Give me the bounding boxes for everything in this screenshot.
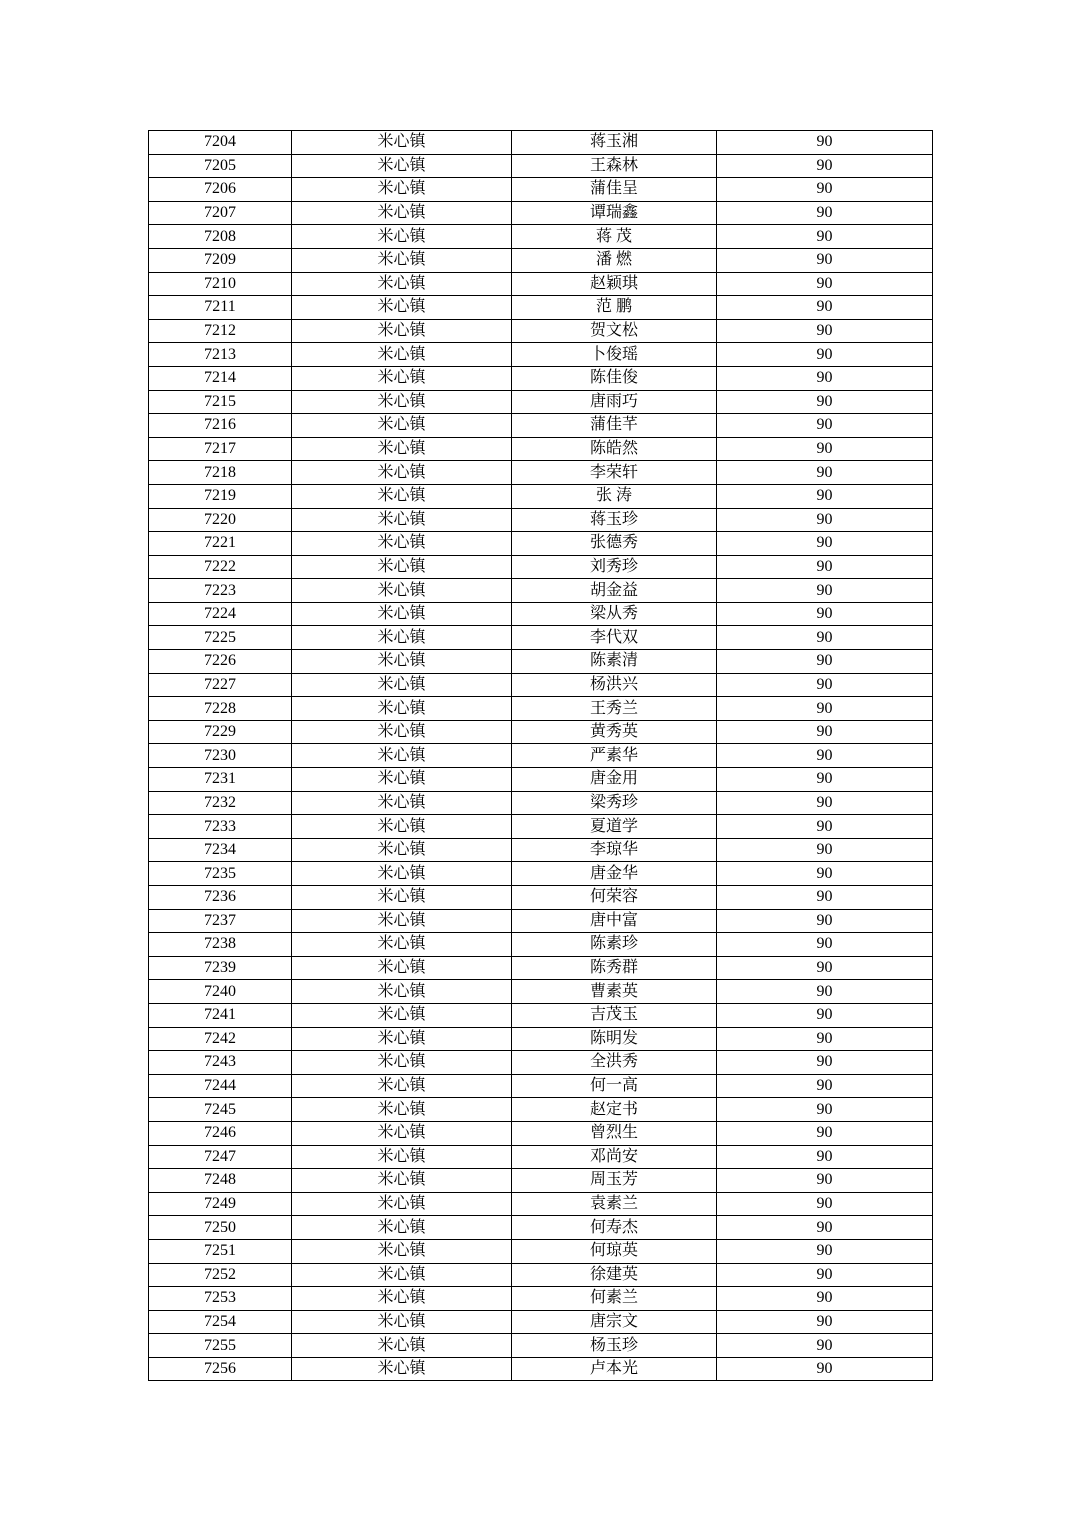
- cell-town: 米心镇: [292, 838, 512, 862]
- cell-town: 米心镇: [292, 461, 512, 485]
- cell-serial-number: 7245: [149, 1098, 292, 1122]
- cell-serial-number: 7211: [149, 296, 292, 320]
- cell-person-name: 唐金华: [512, 862, 717, 886]
- cell-town: 米心镇: [292, 791, 512, 815]
- cell-score: 90: [717, 862, 933, 886]
- table-row: [149, 626, 933, 650]
- table-row: [149, 131, 933, 155]
- cell-town: 米心镇: [292, 1334, 512, 1358]
- table-row: [149, 461, 933, 485]
- cell-person-name: 梁秀珍: [512, 791, 717, 815]
- cell-town: 米心镇: [292, 437, 512, 461]
- cell-serial-number: 7218: [149, 461, 292, 485]
- cell-score: 90: [717, 1310, 933, 1334]
- cell-score: 90: [717, 815, 933, 839]
- cell-serial-number: 7228: [149, 697, 292, 721]
- cell-serial-number: 7239: [149, 956, 292, 980]
- cell-person-name: 谭瑞鑫: [512, 201, 717, 225]
- cell-serial-number: 7233: [149, 815, 292, 839]
- cell-serial-number: 7250: [149, 1216, 292, 1240]
- table-row: [149, 720, 933, 744]
- cell-town: 米心镇: [292, 768, 512, 792]
- cell-serial-number: 7223: [149, 579, 292, 603]
- cell-person-name: 杨玉珍: [512, 1334, 717, 1358]
- table-row: [149, 1357, 933, 1381]
- cell-serial-number: 7241: [149, 1003, 292, 1027]
- cell-serial-number: 7213: [149, 343, 292, 367]
- cell-score: 90: [717, 1287, 933, 1311]
- cell-score: 90: [717, 1216, 933, 1240]
- table-row: [149, 815, 933, 839]
- cell-person-name: 赵颖琪: [512, 272, 717, 296]
- cell-town: 米心镇: [292, 1216, 512, 1240]
- cell-town: 米心镇: [292, 933, 512, 957]
- cell-serial-number: 7242: [149, 1027, 292, 1051]
- cell-town: 米心镇: [292, 815, 512, 839]
- cell-town: 米心镇: [292, 390, 512, 414]
- table-row: [149, 437, 933, 461]
- cell-serial-number: 7230: [149, 744, 292, 768]
- cell-person-name: 刘秀珍: [512, 555, 717, 579]
- table-row: [149, 1169, 933, 1193]
- cell-serial-number: 7249: [149, 1192, 292, 1216]
- cell-score: 90: [717, 555, 933, 579]
- cell-person-name: 王秀兰: [512, 697, 717, 721]
- table-row: [149, 555, 933, 579]
- cell-person-name: 曹素英: [512, 980, 717, 1004]
- cell-score: 90: [717, 131, 933, 155]
- cell-person-name: 何素兰: [512, 1287, 717, 1311]
- cell-town: 米心镇: [292, 650, 512, 674]
- cell-person-name: 潘 燃: [512, 248, 717, 272]
- cell-score: 90: [717, 720, 933, 744]
- table-row: [149, 201, 933, 225]
- cell-serial-number: 7231: [149, 768, 292, 792]
- cell-person-name: 何寿杰: [512, 1216, 717, 1240]
- cell-score: 90: [717, 414, 933, 438]
- cell-person-name: 蒲佳呈: [512, 178, 717, 202]
- cell-score: 90: [717, 1145, 933, 1169]
- cell-town: 米心镇: [292, 1145, 512, 1169]
- cell-town: 米心镇: [292, 508, 512, 532]
- cell-score: 90: [717, 956, 933, 980]
- cell-person-name: 全洪秀: [512, 1051, 717, 1075]
- cell-serial-number: 7252: [149, 1263, 292, 1287]
- cell-serial-number: 7237: [149, 909, 292, 933]
- cell-town: 米心镇: [292, 154, 512, 178]
- cell-person-name: 范 鹏: [512, 296, 717, 320]
- cell-town: 米心镇: [292, 1051, 512, 1075]
- cell-person-name: 卜俊瑶: [512, 343, 717, 367]
- cell-serial-number: 7210: [149, 272, 292, 296]
- cell-serial-number: 7244: [149, 1074, 292, 1098]
- cell-town: 米心镇: [292, 225, 512, 249]
- cell-score: 90: [717, 1192, 933, 1216]
- cell-serial-number: 7229: [149, 720, 292, 744]
- cell-person-name: 卢本光: [512, 1357, 717, 1381]
- table-row: [149, 1216, 933, 1240]
- cell-person-name: 李琼华: [512, 838, 717, 862]
- cell-town: 米心镇: [292, 272, 512, 296]
- table-row: [149, 366, 933, 390]
- cell-person-name: 张德秀: [512, 532, 717, 556]
- table-row: [149, 1027, 933, 1051]
- cell-person-name: 杨洪兴: [512, 673, 717, 697]
- cell-serial-number: 7234: [149, 838, 292, 862]
- cell-person-name: 陈素珍: [512, 933, 717, 957]
- cell-person-name: 蒋 茂: [512, 225, 717, 249]
- cell-town: 米心镇: [292, 602, 512, 626]
- table-row: [149, 744, 933, 768]
- cell-score: 90: [717, 650, 933, 674]
- table-row: [149, 272, 933, 296]
- cell-serial-number: 7209: [149, 248, 292, 272]
- cell-score: 90: [717, 697, 933, 721]
- cell-person-name: 何荣容: [512, 886, 717, 910]
- table-row: [149, 248, 933, 272]
- table-row: [149, 980, 933, 1004]
- table-row: [149, 390, 933, 414]
- cell-town: 米心镇: [292, 1239, 512, 1263]
- cell-score: 90: [717, 579, 933, 603]
- cell-town: 米心镇: [292, 673, 512, 697]
- cell-score: 90: [717, 1121, 933, 1145]
- cell-town: 米心镇: [292, 909, 512, 933]
- cell-score: 90: [717, 838, 933, 862]
- cell-person-name: 胡金益: [512, 579, 717, 603]
- cell-town: 米心镇: [292, 579, 512, 603]
- cell-score: 90: [717, 886, 933, 910]
- table-row: [149, 673, 933, 697]
- cell-score: 90: [717, 225, 933, 249]
- cell-score: 90: [717, 201, 933, 225]
- cell-serial-number: 7243: [149, 1051, 292, 1075]
- cell-person-name: 严素华: [512, 744, 717, 768]
- cell-town: 米心镇: [292, 980, 512, 1004]
- roster-table-body: [149, 131, 933, 1381]
- cell-score: 90: [717, 626, 933, 650]
- cell-score: 90: [717, 1169, 933, 1193]
- cell-person-name: 陈明发: [512, 1027, 717, 1051]
- cell-score: 90: [717, 272, 933, 296]
- table-row: [149, 579, 933, 603]
- cell-person-name: 赵定书: [512, 1098, 717, 1122]
- cell-town: 米心镇: [292, 956, 512, 980]
- cell-score: 90: [717, 532, 933, 556]
- cell-serial-number: 7240: [149, 980, 292, 1004]
- cell-person-name: 陈佳俊: [512, 366, 717, 390]
- cell-person-name: 吉茂玉: [512, 1003, 717, 1027]
- cell-town: 米心镇: [292, 319, 512, 343]
- table-row: [149, 178, 933, 202]
- cell-serial-number: 7214: [149, 366, 292, 390]
- table-row: [149, 154, 933, 178]
- table-row: [149, 1334, 933, 1358]
- cell-town: 米心镇: [292, 201, 512, 225]
- cell-score: 90: [717, 248, 933, 272]
- table-row: [149, 650, 933, 674]
- cell-person-name: 梁从秀: [512, 602, 717, 626]
- cell-serial-number: 7219: [149, 484, 292, 508]
- cell-score: 90: [717, 768, 933, 792]
- cell-person-name: 何一高: [512, 1074, 717, 1098]
- cell-score: 90: [717, 484, 933, 508]
- cell-score: 90: [717, 319, 933, 343]
- cell-score: 90: [717, 1098, 933, 1122]
- cell-town: 米心镇: [292, 1169, 512, 1193]
- table-row: [149, 862, 933, 886]
- cell-score: 90: [717, 296, 933, 320]
- cell-town: 米心镇: [292, 1357, 512, 1381]
- cell-town: 米心镇: [292, 1098, 512, 1122]
- table-row: [149, 768, 933, 792]
- table-row: [149, 602, 933, 626]
- table-row: [149, 838, 933, 862]
- cell-serial-number: 7232: [149, 791, 292, 815]
- cell-score: 90: [717, 673, 933, 697]
- cell-person-name: 张 涛: [512, 484, 717, 508]
- table-row: [149, 484, 933, 508]
- cell-serial-number: 7216: [149, 414, 292, 438]
- cell-serial-number: 7247: [149, 1145, 292, 1169]
- cell-serial-number: 7256: [149, 1357, 292, 1381]
- cell-town: 米心镇: [292, 626, 512, 650]
- cell-serial-number: 7225: [149, 626, 292, 650]
- cell-serial-number: 7224: [149, 602, 292, 626]
- table-row: [149, 414, 933, 438]
- cell-serial-number: 7221: [149, 532, 292, 556]
- table-row: [149, 1239, 933, 1263]
- table-row: [149, 225, 933, 249]
- cell-person-name: 何琼英: [512, 1239, 717, 1263]
- cell-town: 米心镇: [292, 862, 512, 886]
- table-row: [149, 886, 933, 910]
- cell-town: 米心镇: [292, 343, 512, 367]
- table-row: [149, 343, 933, 367]
- cell-score: 90: [717, 1003, 933, 1027]
- cell-score: 90: [717, 1051, 933, 1075]
- cell-person-name: 邓尚安: [512, 1145, 717, 1169]
- cell-serial-number: 7226: [149, 650, 292, 674]
- cell-person-name: 夏道学: [512, 815, 717, 839]
- cell-serial-number: 7254: [149, 1310, 292, 1334]
- cell-town: 米心镇: [292, 1287, 512, 1311]
- cell-person-name: 唐中富: [512, 909, 717, 933]
- cell-score: 90: [717, 909, 933, 933]
- cell-town: 米心镇: [292, 248, 512, 272]
- cell-person-name: 周玉芳: [512, 1169, 717, 1193]
- cell-score: 90: [717, 933, 933, 957]
- cell-serial-number: 7208: [149, 225, 292, 249]
- cell-score: 90: [717, 461, 933, 485]
- roster-table: [148, 130, 933, 1381]
- table-row: [149, 1310, 933, 1334]
- table-row: [149, 532, 933, 556]
- cell-serial-number: 7206: [149, 178, 292, 202]
- cell-person-name: 陈皓然: [512, 437, 717, 461]
- cell-person-name: 李荣轩: [512, 461, 717, 485]
- table-row: [149, 1263, 933, 1287]
- cell-serial-number: 7253: [149, 1287, 292, 1311]
- table-row: [149, 909, 933, 933]
- cell-serial-number: 7205: [149, 154, 292, 178]
- cell-score: 90: [717, 366, 933, 390]
- cell-person-name: 徐建英: [512, 1263, 717, 1287]
- cell-person-name: 蒋玉珍: [512, 508, 717, 532]
- table-row: [149, 1098, 933, 1122]
- cell-score: 90: [717, 178, 933, 202]
- cell-score: 90: [717, 390, 933, 414]
- table-row: [149, 319, 933, 343]
- table-row: [149, 1003, 933, 1027]
- table-row: [149, 508, 933, 532]
- cell-town: 米心镇: [292, 414, 512, 438]
- cell-score: 90: [717, 1027, 933, 1051]
- cell-score: 90: [717, 343, 933, 367]
- cell-score: 90: [717, 1357, 933, 1381]
- cell-town: 米心镇: [292, 1003, 512, 1027]
- cell-serial-number: 7235: [149, 862, 292, 886]
- cell-serial-number: 7238: [149, 933, 292, 957]
- cell-serial-number: 7212: [149, 319, 292, 343]
- cell-score: 90: [717, 744, 933, 768]
- cell-town: 米心镇: [292, 1074, 512, 1098]
- cell-serial-number: 7227: [149, 673, 292, 697]
- cell-town: 米心镇: [292, 1192, 512, 1216]
- cell-serial-number: 7251: [149, 1239, 292, 1263]
- table-row: [149, 933, 933, 957]
- cell-score: 90: [717, 1334, 933, 1358]
- cell-town: 米心镇: [292, 178, 512, 202]
- cell-town: 米心镇: [292, 720, 512, 744]
- table-row: [149, 1192, 933, 1216]
- cell-town: 米心镇: [292, 886, 512, 910]
- cell-person-name: 唐雨巧: [512, 390, 717, 414]
- cell-serial-number: 7220: [149, 508, 292, 532]
- table-row: [149, 296, 933, 320]
- cell-person-name: 曾烈生: [512, 1121, 717, 1145]
- cell-person-name: 蒋玉湘: [512, 131, 717, 155]
- cell-person-name: 黄秀英: [512, 720, 717, 744]
- cell-serial-number: 7204: [149, 131, 292, 155]
- table-row: [149, 1145, 933, 1169]
- cell-person-name: 唐宗文: [512, 1310, 717, 1334]
- table-row: [149, 1121, 933, 1145]
- cell-town: 米心镇: [292, 1263, 512, 1287]
- cell-score: 90: [717, 154, 933, 178]
- cell-serial-number: 7217: [149, 437, 292, 461]
- table-row: [149, 791, 933, 815]
- cell-town: 米心镇: [292, 484, 512, 508]
- cell-town: 米心镇: [292, 1027, 512, 1051]
- cell-person-name: 贺文松: [512, 319, 717, 343]
- cell-town: 米心镇: [292, 697, 512, 721]
- cell-town: 米心镇: [292, 131, 512, 155]
- table-row: [149, 1074, 933, 1098]
- cell-score: 90: [717, 1239, 933, 1263]
- cell-serial-number: 7246: [149, 1121, 292, 1145]
- cell-serial-number: 7207: [149, 201, 292, 225]
- cell-person-name: 陈秀群: [512, 956, 717, 980]
- cell-serial-number: 7248: [149, 1169, 292, 1193]
- table-row: [149, 956, 933, 980]
- cell-score: 90: [717, 1263, 933, 1287]
- cell-town: 米心镇: [292, 296, 512, 320]
- cell-town: 米心镇: [292, 532, 512, 556]
- cell-serial-number: 7222: [149, 555, 292, 579]
- cell-town: 米心镇: [292, 744, 512, 768]
- cell-person-name: 蒲佳芊: [512, 414, 717, 438]
- cell-town: 米心镇: [292, 1121, 512, 1145]
- cell-town: 米心镇: [292, 1310, 512, 1334]
- cell-town: 米心镇: [292, 555, 512, 579]
- table-row: [149, 1051, 933, 1075]
- cell-person-name: 王森林: [512, 154, 717, 178]
- cell-serial-number: 7215: [149, 390, 292, 414]
- cell-score: 90: [717, 602, 933, 626]
- cell-person-name: 李代双: [512, 626, 717, 650]
- cell-score: 90: [717, 1074, 933, 1098]
- cell-score: 90: [717, 508, 933, 532]
- cell-score: 90: [717, 980, 933, 1004]
- cell-serial-number: 7255: [149, 1334, 292, 1358]
- cell-person-name: 袁素兰: [512, 1192, 717, 1216]
- cell-town: 米心镇: [292, 366, 512, 390]
- cell-score: 90: [717, 437, 933, 461]
- cell-person-name: 唐金用: [512, 768, 717, 792]
- cell-serial-number: 7236: [149, 886, 292, 910]
- cell-score: 90: [717, 791, 933, 815]
- cell-person-name: 陈素清: [512, 650, 717, 674]
- table-row: [149, 697, 933, 721]
- table-row: [149, 1287, 933, 1311]
